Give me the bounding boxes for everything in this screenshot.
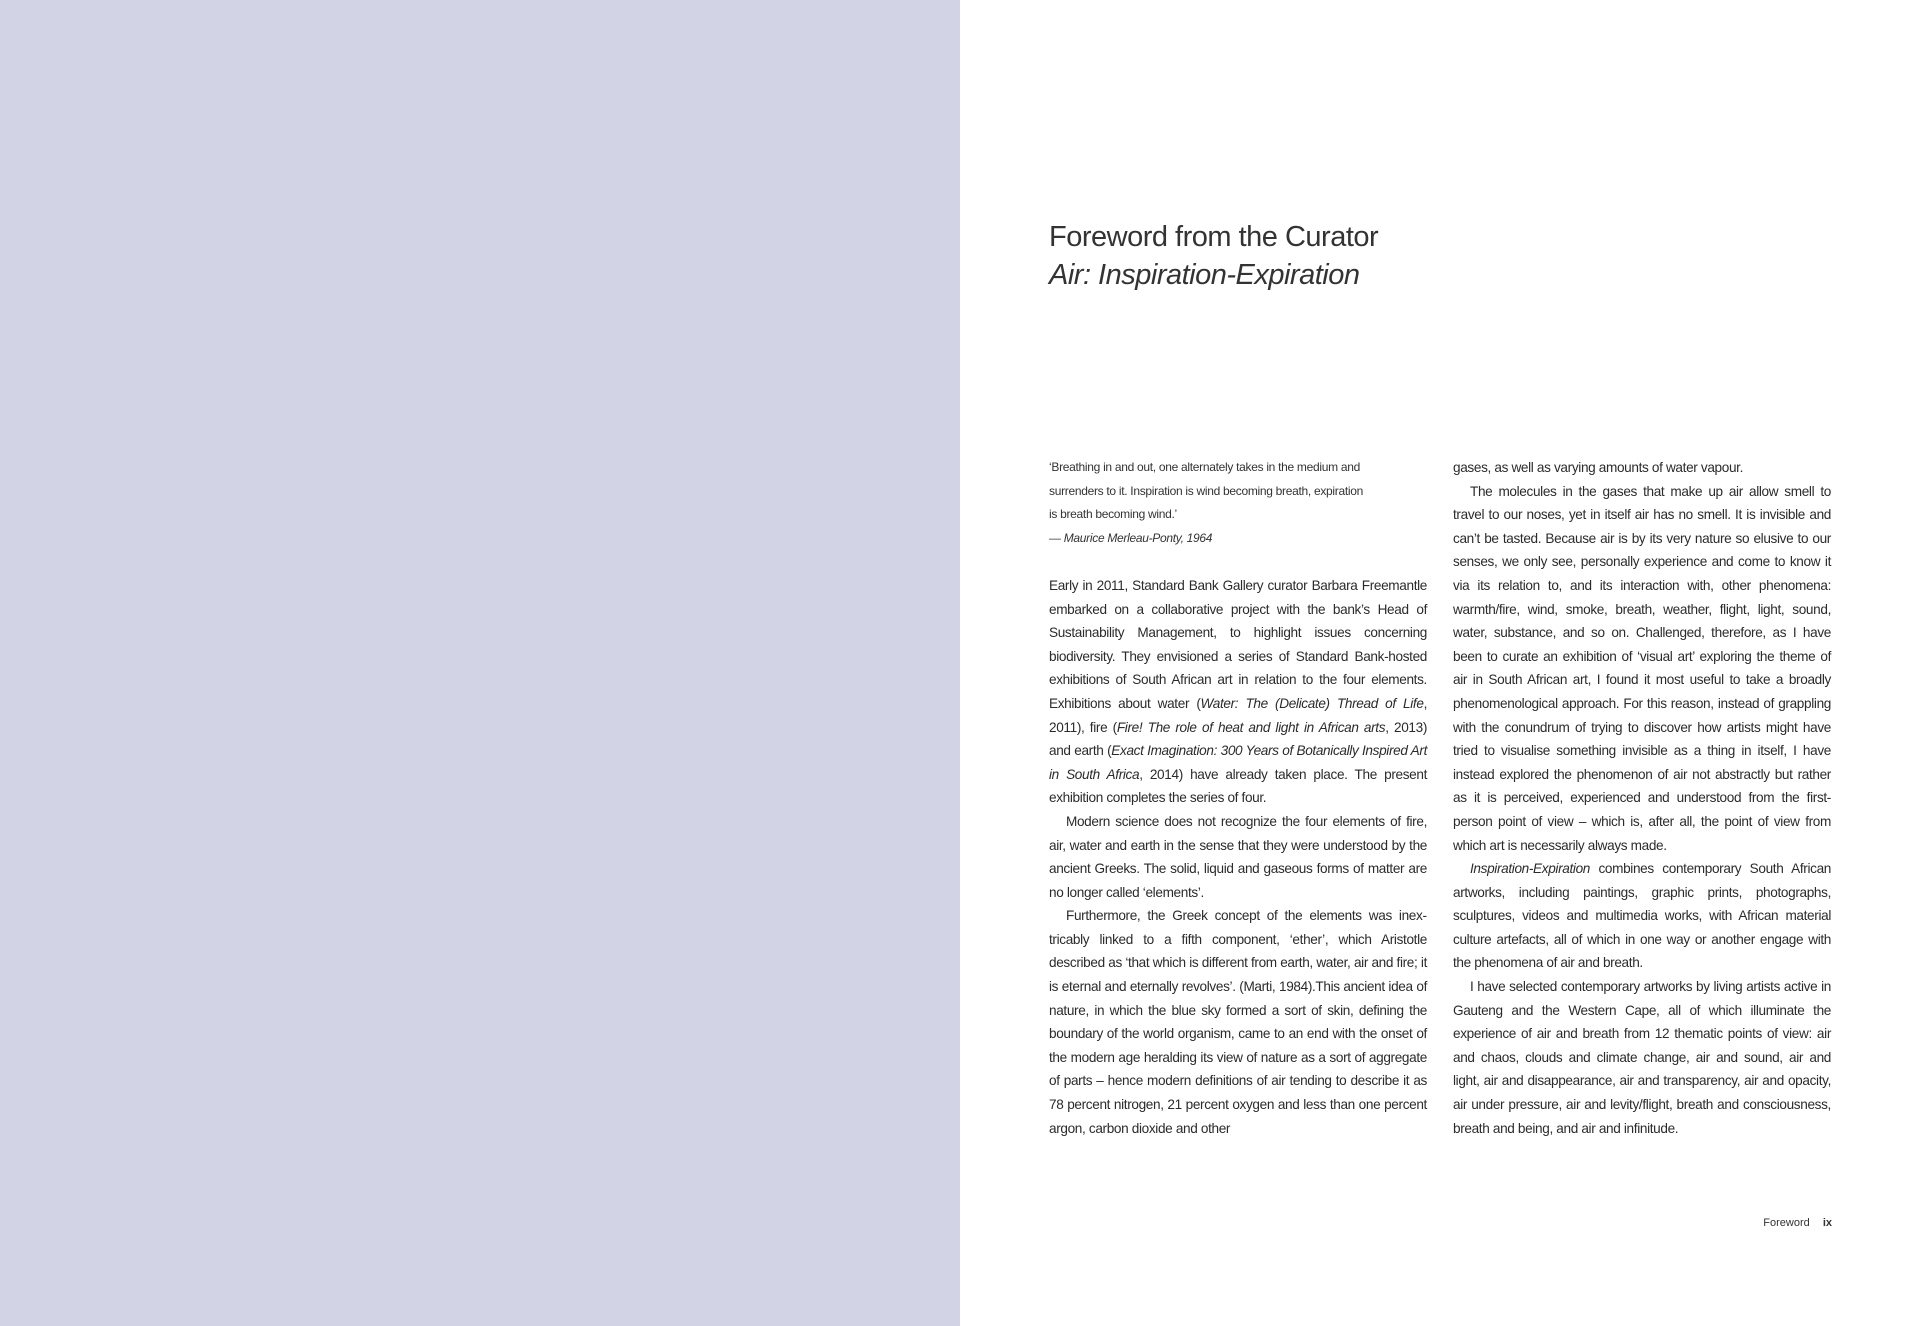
page-footer [1763, 1217, 1832, 1229]
body-paragraph-5: Inspiration-Expiration combines contemporary South African artworks, including paintings, graphic prints, photographs, sculptures, videos and multimedia works, with African material culture artefacts, all of which in one way or another engage with the phenomena of air and breath. [1453, 861, 1831, 971]
title-block [1049, 218, 1649, 294]
body-paragraph-3: Furthermore, the Greek concept of the elements was inextricably linked to a fifth component, ‘ether’, which Aristotle described as ‘that which is different from earth, water, air and fire; it is eternal and eternally revolves’. (Marti, 1984).This ancient idea of nature, in which the blue sky formed a sort of skin, defining the boundary of the world organism, came to an end with the onset of the modern age heralding its view of nature as a sort of aggregate of parts – hence modern definitions of air tending to describe it as 78 percent nitrogen, 21 percent oxygen and less than one percent argon, carbon dioxide and other [1049, 908, 1427, 1136]
body-paragraph-continued: gases, as well as varying amounts of water vapour. [1453, 460, 1744, 475]
body-paragraph-4: The molecules in the gases that make up air allow smell to travel to our noses, yet in itself air has no smell. It is invisible and can’t be tasted. Because air is by its very nature so elusive to our senses, we only see, personally experience and come to know it via its relation to, and its interaction with, other phenomena: warmth/fire, wind, smoke, breath, weather, flight, light, sound, water, substance, and so on. Challenged, therefore, as I have been to curate an exhibition of ‘visual art’ exploring the theme of air in South African art, I found it most useful to take a broadly phenomenological approach. For this reason, instead of grappling with the conundrum of trying to discover how artists might have tried to visualise something invisible as a thing in itself, I have instead explored the phenomenon of air not abstractly but rather as it is perceived, experienced and understood from the first-person point of view – which is, after all, the point of view from which art is necessarily always made. [1453, 483, 1831, 853]
body-paragraph-1: Early in 2011, Standard Bank Gallery curator Barbara Freemantle embarked on a collaborative project with the bank’s Head of Sustainability Management, to highlight issues concerning biodiversity. They envisioned a series of Standard Bank-hosted exhibitions of South African art in relation to the four elements. Exhibitions about water (Water: The (Delicate) Thread of Life, 2011), fire (Fire! The role of heat and light in African arts, 2013) and earth (Exact Imagination: 300 Years of Botanically Inspired Art in South Africa, 2014) have already taken place. The present exhibition completes the series of four. [1049, 577, 1428, 806]
body-paragraph-6: I have selected contemporary artworks by living artists active in Gauteng and the Western Cape, all of which illuminate the experience of air and breath from 12 thematic points of view: air and chaos, clouds and climate change, air and sound, air and light, air and disappearance, air and transparency, air and opacity, air under pressure, air and levity/flight, breath and consciousness, breath and being, and air and infinitude. [1453, 979, 1831, 1136]
page-number: ix [1822, 1217, 1832, 1229]
text-column-right [1453, 456, 1831, 1140]
epigraph-line: ‘Breathing in and out, one alternately takes in the medium and [1049, 460, 1360, 474]
page-subtitle: Air: Inspiration-Expiration [1049, 259, 1360, 291]
epigraph [1049, 456, 1427, 550]
epigraph-attribution: — Maurice Merleau-Ponty, 1964 [1049, 530, 1213, 545]
body-paragraph-2: Modern science does not recognize the four elements of fire, air, water and earth in the sense that they were understood by the ancient Greeks. The solid, liquid and gaseous forms of matter are no longer called ‘elements’. [1049, 813, 1427, 900]
page-title: Foreword from the Curator [1049, 221, 1379, 253]
footer-section-label: Foreword [1763, 1217, 1810, 1229]
epigraph-line: is breath becoming wind.’ [1049, 507, 1177, 522]
text-column-left [1049, 456, 1427, 1140]
epigraph-line: surrenders to it. Inspiration is wind becoming breath, expiration [1049, 483, 1364, 498]
